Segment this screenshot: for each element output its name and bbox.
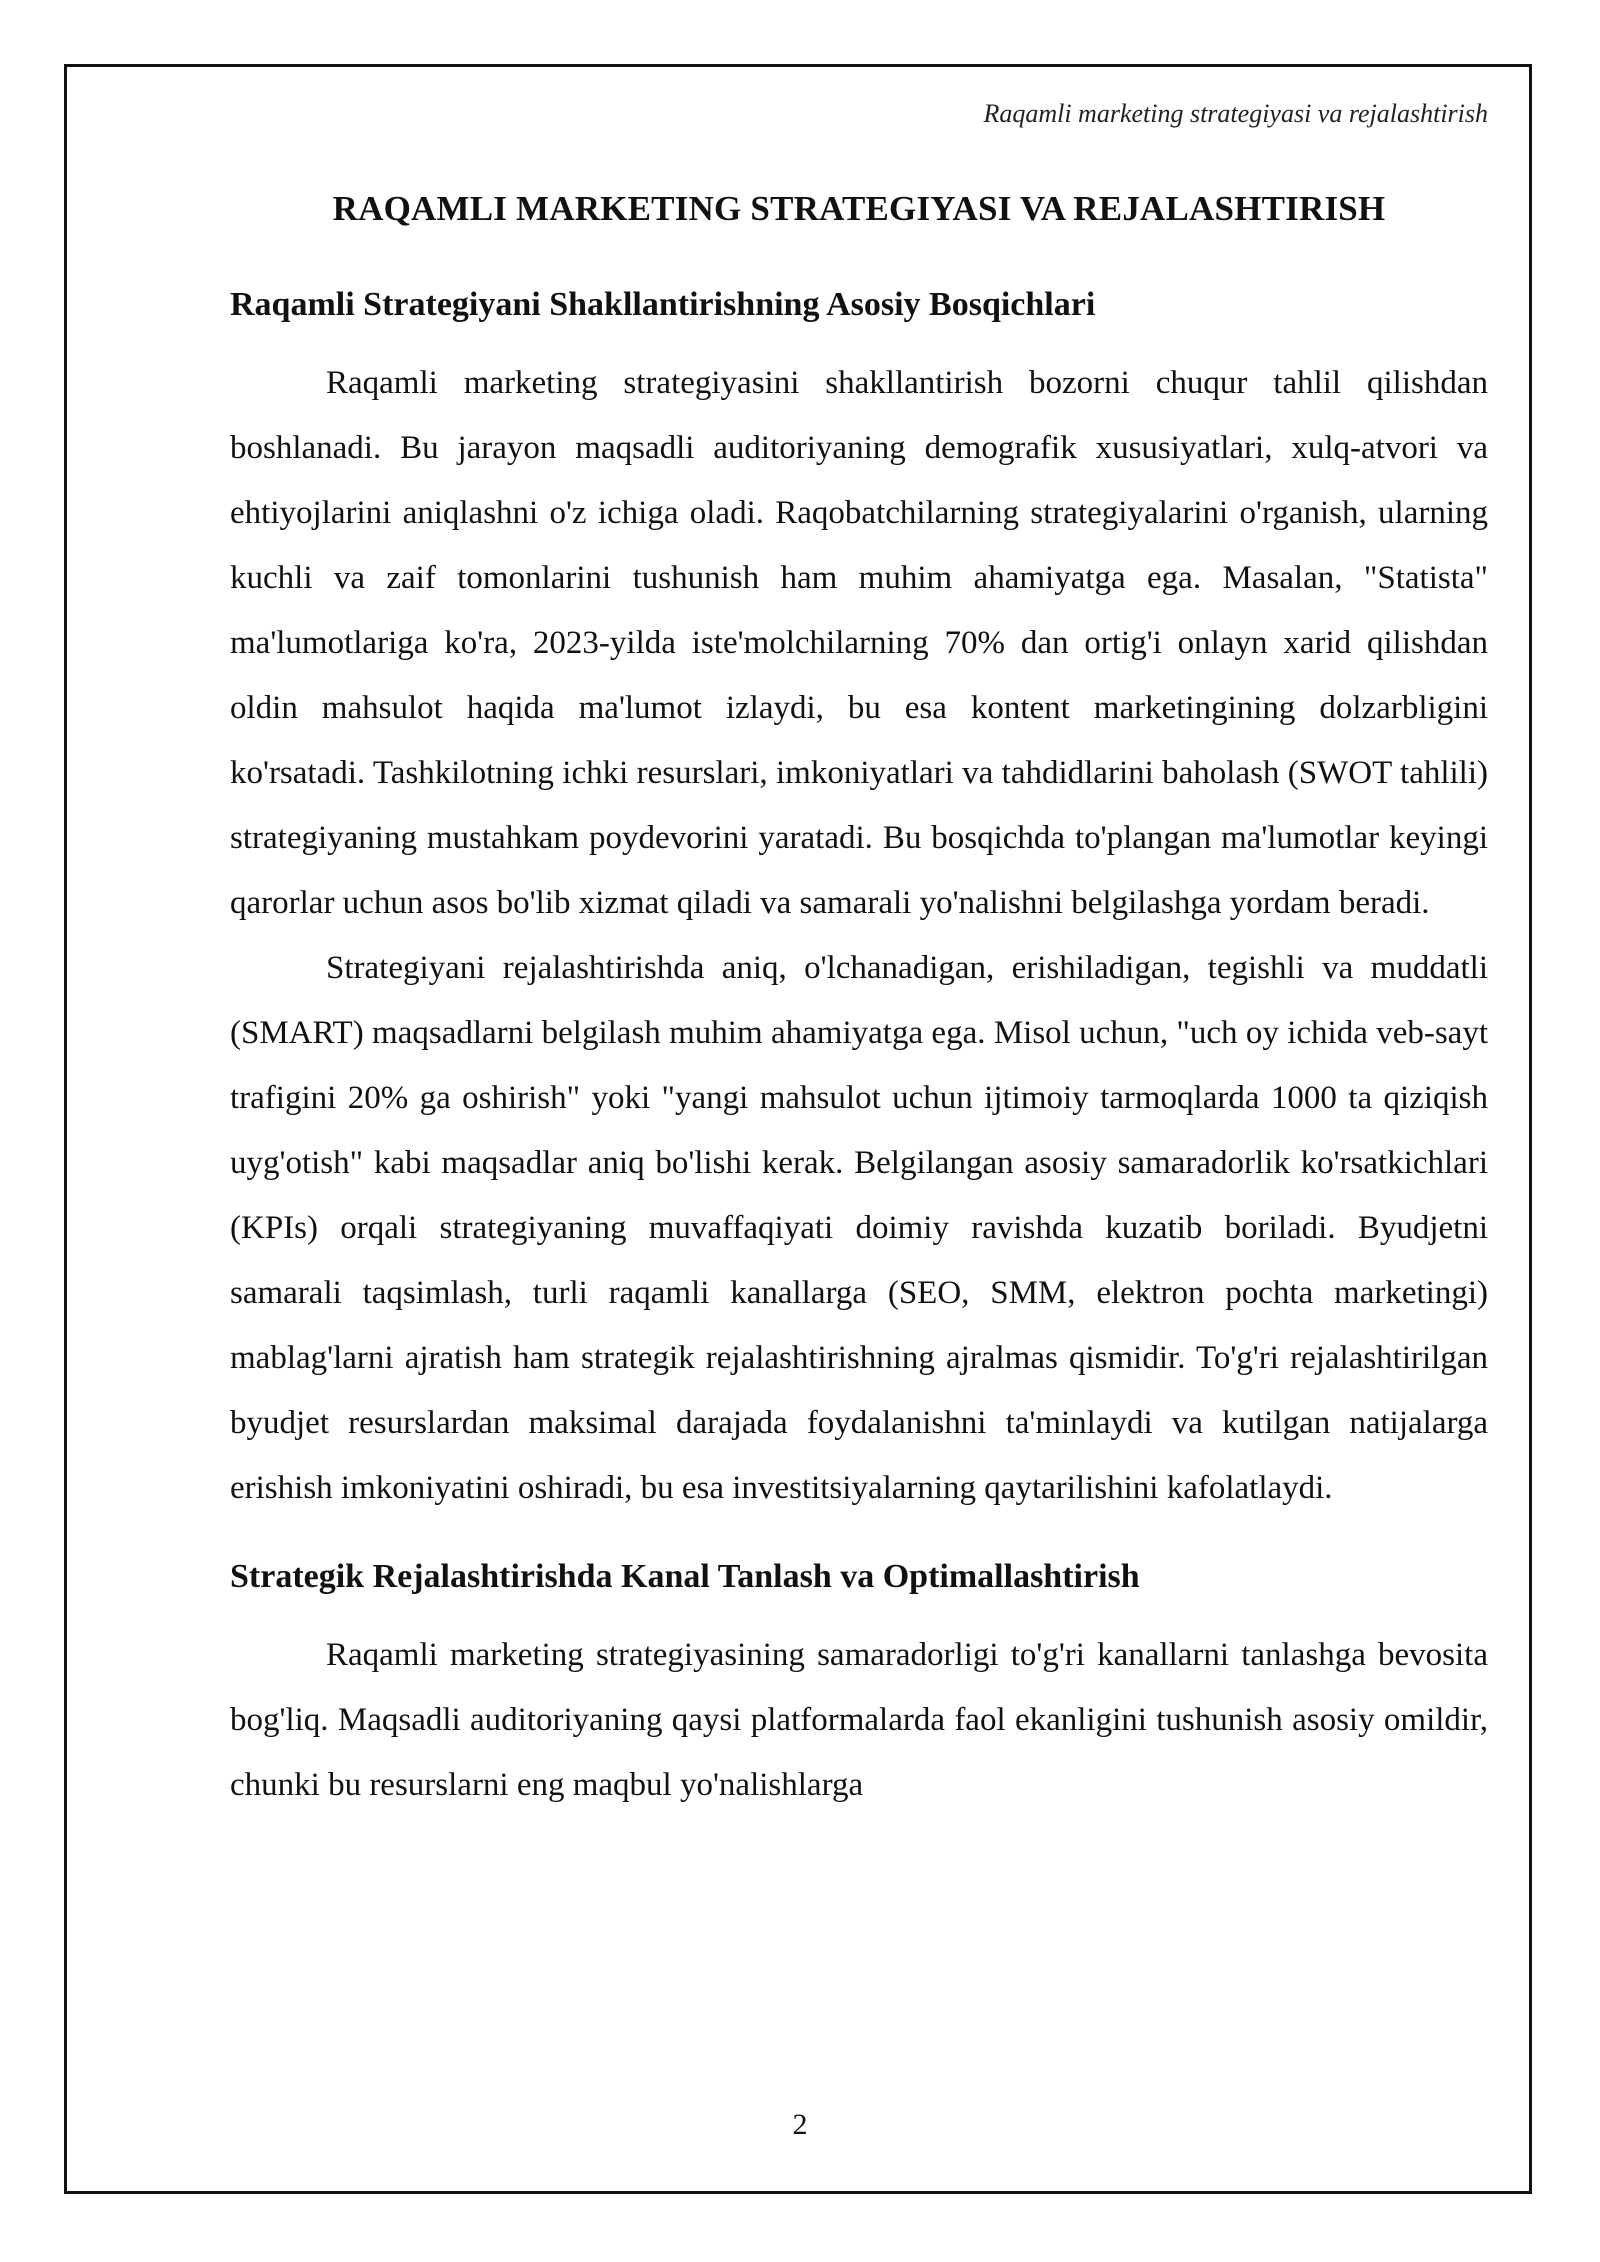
document-body — [230, 185, 1488, 1818]
paragraph: Strategiyani rejalashtirishda aniq, o'lchanadigan, erishiladigan, tegishli va muddatli (SMART) maqsadlarni belgilash muhim ahamiyatga ega. Misol uchun, "uch oy ichida veb-sayt trafigini 20% ga oshirish" yoki "yangi mahsulot uchun ijtimoiy tarmoqlarda 1000 ta qiziqish uyg'otish" kabi maqsadlar aniq bo'lishi kerak. Belgilangan asosiy samaradorlik ko'rsatkichlari (KPIs) orqali strategiyaning muvaffaqiyati doimiy ravishda kuzatib boriladi. Byudjetni samarali taqsimlash, turli raqamli kanallarga (SEO, SMM, elektron pochta marketingi) mablag'larni ajratish ham strategik rejalashtirishning ajralmas qismidir. To'g'ri rejalashtirilgan byudjet resurslardan maksimal darajada foydalanishni ta'minlaydi va kutilgan natijalarga erishish imkoniyatini oshiradi, bu esa investitsiyalarning qaytarilishini kafolatlaydi. — [230, 950, 1488, 1506]
paragraph: Raqamli marketing strategiyasining samaradorligi to'g'ri kanallarni tanlashga bevosita bog'liq. Maqsadli auditoriyaning qaysi platformalarda faol ekanligini tushunish asosiy omildir, chunki bu resurslarni eng maqbul yo'nalishlarga — [230, 1637, 1488, 1803]
section-heading-stages: Raqamli Strategiyani Shakllantirishning Asosiy Bosqichlari — [230, 286, 1096, 323]
paragraph: Raqamli marketing strategiyasini shakllantirish bozorni chuqur tahlil qilishdan boshlanadi. Bu jarayon maqsadli auditoriyaning demografik xususiyatlari, xulq-atvori va ehtiyojlarini aniqlashni o'z ichiga oladi. Raqobatchilarning strategiyalarini o'rganish, ularning kuchli va zaif tomonlarini tushunish ham muhim ahamiyatga ega. Masalan, "Statista" ma'lumotlariga ko'ra, 2023-yilda iste'molchilarning 70% dan ortig'i onlayn xarid qilishdan oldin mahsulot haqida ma'lumot izlaydi, bu esa kontent marketingining dolzarbligini ko'rsatadi. Tashkilotning ichki resurslari, imkoniyatlari va tahdidlarini baholash (SWOT tahlili) strategiyaning mustahkam poydevorini yaratadi. Bu bosqichda to'plangan ma'lumotlar keyingi qarorlar uchun asos bo'lib xizmat qiladi va samarali yo'nalishni belgilashga yordam beradi. — [230, 365, 1488, 921]
running-header: Raqamli marketing strategiyasi va rejalashtirish — [983, 99, 1488, 128]
document-title: RAQAMLI MARKETING STRATEGIYASI VA REJALASHTIRISH — [332, 189, 1386, 228]
page-number: 2 — [792, 2108, 808, 2141]
section-heading-channels: Strategik Rejalashtirishda Kanal Tanlash va Optimallashtirish — [230, 1558, 1140, 1595]
